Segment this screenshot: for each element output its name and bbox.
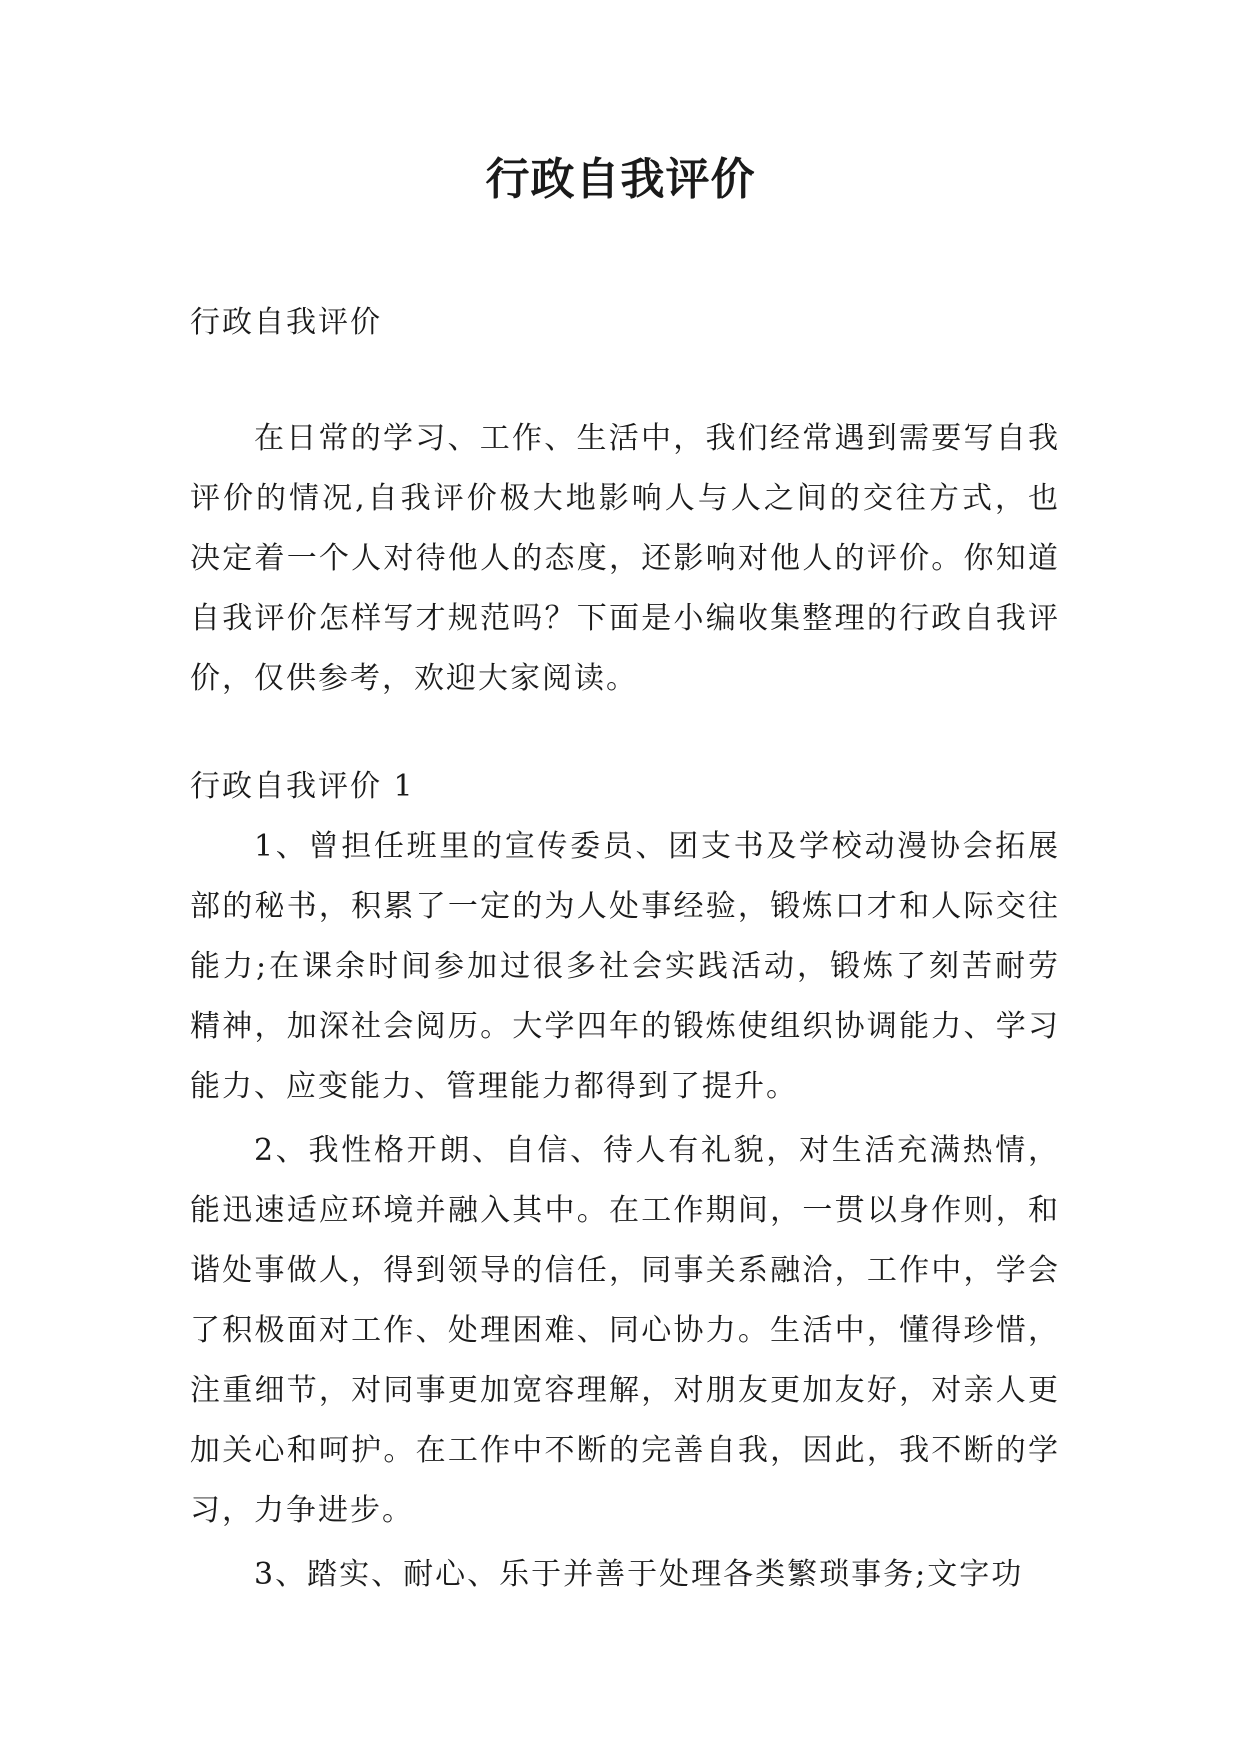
spacer [190, 709, 1060, 757]
body-paragraph: 3、踏实、耐心、乐于并善于处理各类繁琐事务;文字功 [254, 1557, 1024, 1592]
document-title: 行政自我评价 [485, 154, 756, 205]
section-heading: 行政自我评价 1 [190, 769, 415, 804]
body-paragraph: 2、我性格开朗、自信、待人有礼貌，对生活充满热情，能迅速适应环境并融入其中。在工作期间，一贯以身作则，和谐处事做人，得到领导的信任，同事关系融洽，工作中，学会了积极面对工作、处理困难、同心协力。生活中，懂得珍惜，注重细节，对同事更加宽容理解，对朋友更加友好，对亲人更加关心和呵护。在工作中不断的完善自我，因此，我不断的学习，力争进步。 [190, 1133, 1060, 1528]
document-body [190, 293, 1060, 1605]
document-subtitle: 行政自我评价 [190, 305, 382, 340]
spacer [190, 353, 1060, 409]
intro-paragraph: 在日常的学习、工作、生活中，我们经常遇到需要写自我评价的情况,自我评价极大地影响人与人之间的交往方式，也决定着一个人对待他人的态度，还影响对他人的评价。你知道自我评价怎样写才规范吗？下面是小编收集整理的行政自我评价，仅供参考，欢迎大家阅读。 [190, 421, 1060, 696]
body-paragraph: 1、曾担任班里的宣传委员、团支书及学校动漫协会拓展部的秘书，积累了一定的为人处事经验，锻炼口才和人际交往能力;在课余时间参加过很多社会实践活动，锻炼了刻苦耐劳精神，加深社会阅历。大学四年的锻炼使组织协调能力、学习能力、应变能力、管理能力都得到了提升。 [190, 829, 1060, 1104]
